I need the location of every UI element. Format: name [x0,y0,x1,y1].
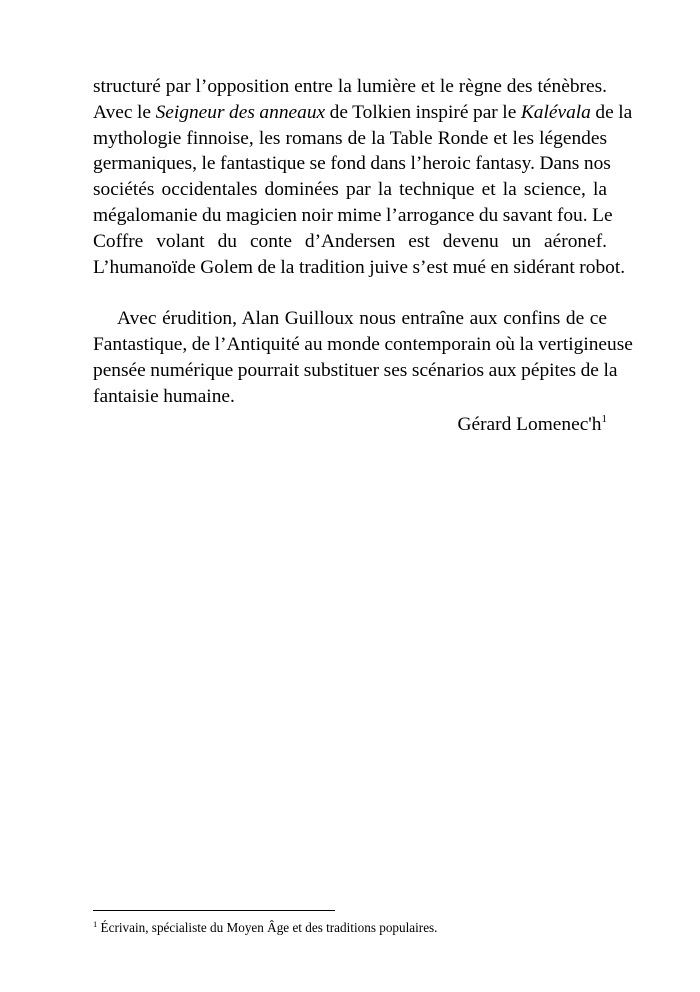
body-text [93,74,633,409]
book-title-kalevala: Kalévala [520,101,591,123]
text-run: Avec le [93,101,156,123]
text-line: Coffre volant du conte d’Andersen est devenu un aéronef. [93,230,607,252]
text-line: mégalomanie du magicien noir mime l’arrogance du savant fou. Le [93,204,613,226]
text-line: germaniques, le fantastique se fond dans l’heroic fantasy. Dans nos [93,153,611,175]
text-line: structuré par l’opposition entre la lumière et le règne des ténèbres. [93,76,607,97]
text-line: mythologie finnoise, les romans de la Table Ronde et les légendes [93,127,607,149]
footnote [93,920,437,936]
text-line: sociétés occidentales dominées par la technique et la science, la [93,179,607,201]
paragraph-1 [93,74,633,280]
text-line: Avec érudition, Alan Guilloux nous entraîne aux confins de ce [117,308,607,330]
book-title-seigneur-des-anneaux: Seigneur des anneaux [155,101,326,123]
text-line: pensée numérique pourrait substituer ses scénarios aux pépites de la [93,359,618,381]
paragraph-2 [93,306,633,409]
footnote-separator [93,910,335,911]
text-line: fantaisie humaine. [93,385,235,407]
text-run: de Tolkien inspiré par le [325,101,521,123]
author-signature [457,412,607,438]
text-line: Fantastique, de l’Antiquité au monde contemporain où la vertigineuse [93,333,633,355]
footnote-reference[interactable]: 1 [601,413,607,425]
author-name: Gérard Lomenec'h [457,414,602,435]
footnote-text: Écrivain, spécialiste du Moyen Âge et des traditions populaires. [97,920,438,935]
text-line [93,100,633,126]
text-run: de la [590,101,633,123]
footnote-marker: 1 [93,919,98,929]
text-line: L’humanoïde Golem de la tradition juive s’est mué en sidérant robot. [93,256,626,278]
